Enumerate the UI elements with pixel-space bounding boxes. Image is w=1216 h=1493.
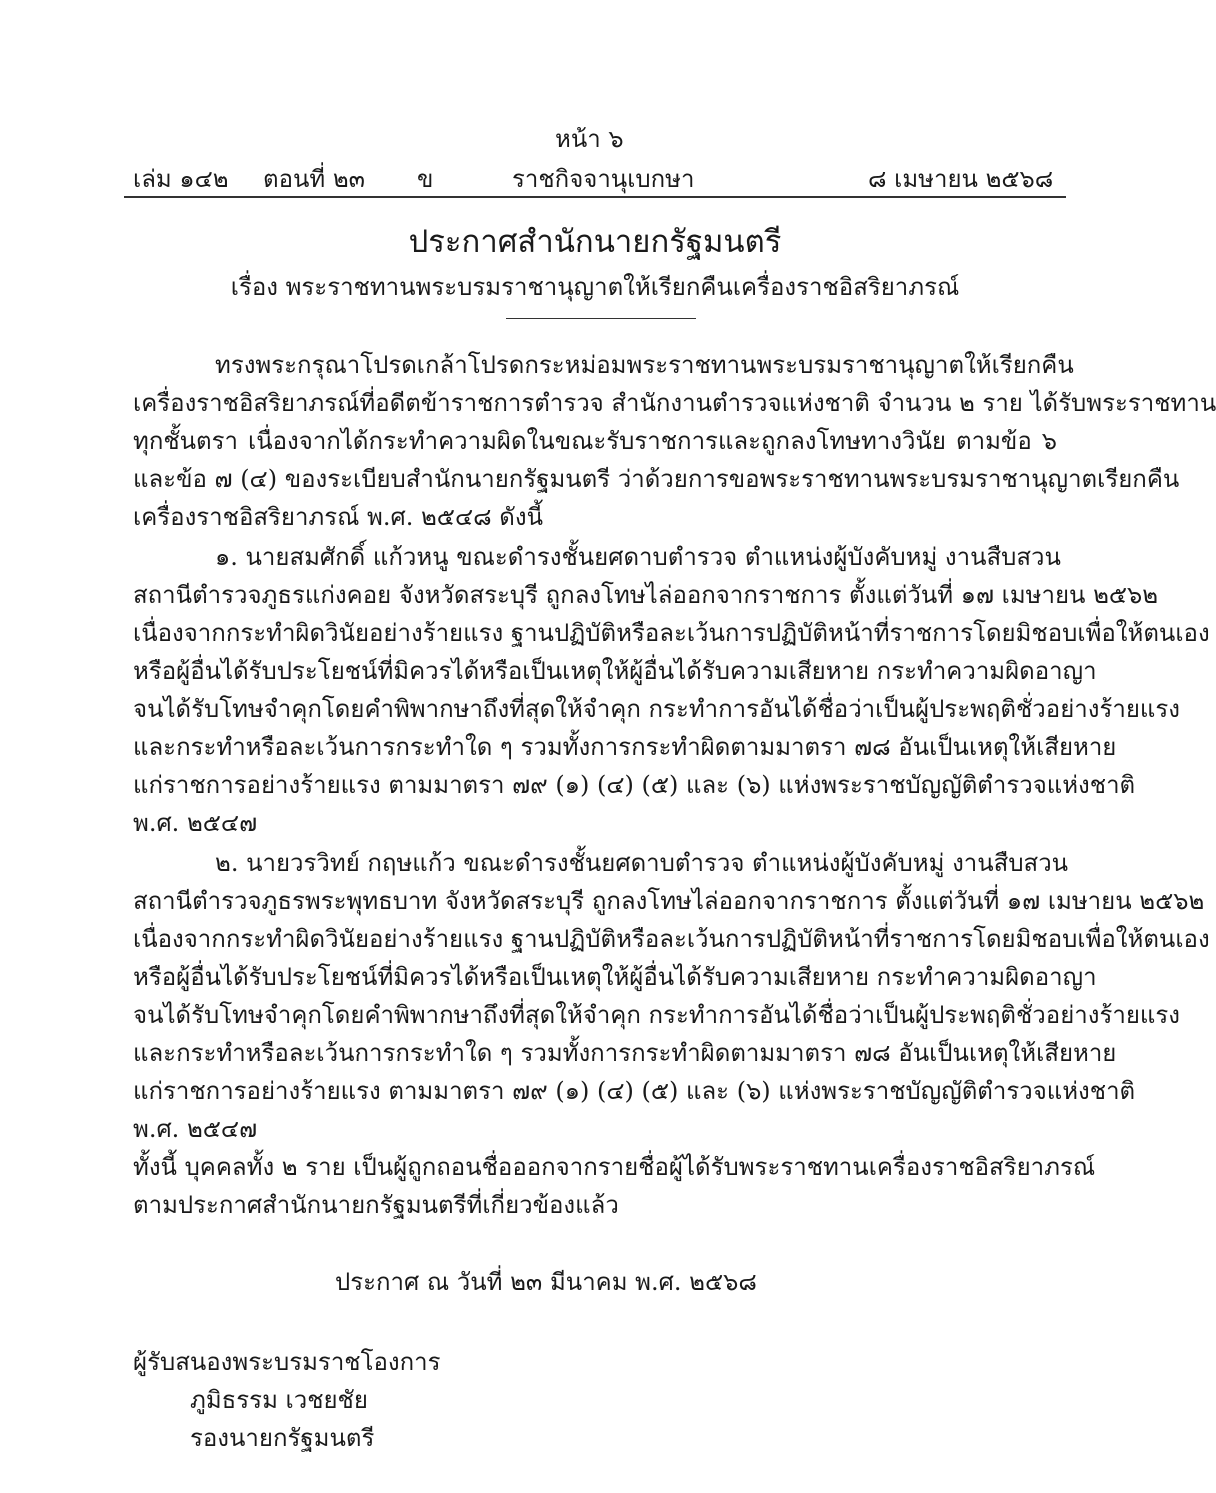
intro-line-1: ทรงพระกรุณาโปรดเกล้าโปรดกระหม่อมพระราชทานพระบรมราชานุญาตให้เรียกคืน	[215, 351, 1074, 379]
item2-line-3: เนื่องจากกระทำผิดวินัยอย่างร้ายแรง ฐานปฏิบัติหรือละเว้นการปฏิบัติหน้าที่ราชการโดยมิชอบเพื่อให้ตนเอง	[133, 925, 1210, 953]
item1-line-7: แก่ราชการอย่างร้ายแรง ตามมาตรา ๗๙ (๑) (๔) (๕) และ (๖) แห่งพระราชบัญญัติตำรวจแห่งชาติ	[133, 771, 1136, 799]
item1-line-8: พ.ศ. ๒๕๔๗	[133, 809, 258, 837]
item2-line-7: แก่ราชการอย่างร้ายแรง ตามมาตรา ๗๙ (๑) (๔) (๕) และ (๖) แห่งพระราชบัญญัติตำรวจแห่งชาติ	[133, 1077, 1136, 1105]
item2-line-2: สถานีตำรวจภูธรพระพุทธบาท จังหวัดสระบุรี ถูกลงโทษไล่ออกจากราชการ ตั้งแต่วันที่ ๑๗ เมษายน ๒๕๖๒	[133, 887, 1205, 915]
intro-line-4: และข้อ ๗ (๔) ของระเบียบสำนักนายกรัฐมนตรี ว่าด้วยการขอพระราชทานพระบรมราชานุญาตเรียกคืน	[133, 465, 1180, 493]
intro-line-5: เครื่องราชอิสริยาภรณ์ พ.ศ. ๒๕๔๘ ดังนี้	[133, 503, 543, 531]
item2-line-4: หรือผู้อื่นได้รับประโยชน์ที่มิควรได้หรือเป็นเหตุให้ผู้อื่นได้รับความเสียหาย กระทำความผิดอาญา	[133, 963, 1097, 991]
signatory-position: รองนายกรัฐมนตรี	[190, 1424, 375, 1452]
closing-line-1: ทั้งนี้ บุคคลทั้ง ๒ ราย เป็นผู้ถูกถอนชื่อออกจากรายชื่อผู้ได้รับพระราชทานเครื่องราชอิสริยาภรณ์	[133, 1153, 1096, 1181]
item1-line-4: หรือผู้อื่นได้รับประโยชน์ที่มิควรได้หรือเป็นเหตุให้ผู้อื่นได้รับความเสียหาย กระทำความผิดอาญา	[133, 657, 1097, 685]
item2-line-1: ๒. นายวรวิทย์ กฤษแก้ว ขณะดำรงชั้นยศดาบตำรวจ ตำแหน่งผู้บังคับหมู่ งานสืบสวน	[215, 849, 1069, 877]
intro-line-3: ทุกชั้นตรา เนื่องจากได้กระทำความผิดในขณะรับราชการและถูกลงโทษทางวินัย ตามข้อ ๖	[133, 427, 1057, 455]
document-title: ประกาศสำนักนายกรัฐมนตรี	[408, 224, 782, 260]
announcement-date: ประกาศ ณ วันที่ ๒๓ มีนาคม พ.ศ. ๒๕๖๘	[335, 1268, 757, 1296]
header-rule	[124, 196, 1066, 198]
item1-line-1: ๑. นายสมศักดิ์ แก้วหนู ขณะดำรงชั้นยศดาบตำรวจ ตำแหน่งผู้บังคับหมู่ งานสืบสวน	[215, 543, 1061, 571]
section-number: ตอนที่ ๒๓	[263, 165, 366, 193]
document-subject: เรื่อง พระราชทานพระบรมราชานุญาตให้เรียกคืนเครื่องราชอิสริยาภรณ์	[230, 273, 960, 301]
volume-number: เล่ม ๑๔๒	[133, 165, 229, 193]
page-number: หน้า ๖	[555, 125, 624, 153]
item1-line-5: จนได้รับโทษจำคุกโดยคำพิพากษาถึงที่สุดให้จำคุก กระทำการอันได้ชื่อว่าเป็นผู้ประพฤติชั่วอย่างร้ายแรง	[133, 695, 1180, 723]
closing-line-2: ตามประกาศสำนักนายกรัฐมนตรีที่เกี่ยวข้องแล้ว	[133, 1191, 619, 1219]
intro-line-2: เครื่องราชอิสริยาภรณ์ที่อดีตข้าราชการตำรวจ สำนักงานตำรวจแห่งชาติ จำนวน ๒ ราย ได้รับพระราชทาน	[133, 389, 1216, 417]
gazette-date: ๘ เมษายน ๒๕๖๘	[868, 165, 1054, 193]
section-type: ข	[417, 165, 434, 193]
item2-line-5: จนได้รับโทษจำคุกโดยคำพิพากษาถึงที่สุดให้จำคุก กระทำการอันได้ชื่อว่าเป็นผู้ประพฤติชั่วอย่างร้ายแรง	[133, 1001, 1180, 1029]
title-underline	[506, 318, 696, 319]
item1-line-6: และกระทำหรือละเว้นการกระทำใด ๆ รวมทั้งการกระทำผิดตามมาตรา ๗๘ อันเป็นเหตุให้เสียหาย	[133, 733, 1117, 761]
item1-line-3: เนื่องจากกระทำผิดวินัยอย่างร้ายแรง ฐานปฏิบัติหรือละเว้นการปฏิบัติหน้าที่ราชการโดยมิชอบเพื่อให้ตนเอง	[133, 619, 1210, 647]
signatory-name: ภูมิธรรม เวชยชัย	[190, 1386, 368, 1414]
countersign-role: ผู้รับสนองพระบรมราชโองการ	[133, 1348, 441, 1376]
item2-line-6: และกระทำหรือละเว้นการกระทำใด ๆ รวมทั้งการกระทำผิดตามมาตรา ๗๘ อันเป็นเหตุให้เสียหาย	[133, 1039, 1117, 1067]
item1-line-2: สถานีตำรวจภูธรแก่งคอย จังหวัดสระบุรี ถูกลงโทษไล่ออกจากราชการ ตั้งแต่วันที่ ๑๗ เมษายน ๒๕๖๒	[133, 581, 1159, 609]
gazette-name: ราชกิจจานุเบกษา	[512, 165, 695, 193]
item2-line-8: พ.ศ. ๒๕๔๗	[133, 1115, 258, 1143]
